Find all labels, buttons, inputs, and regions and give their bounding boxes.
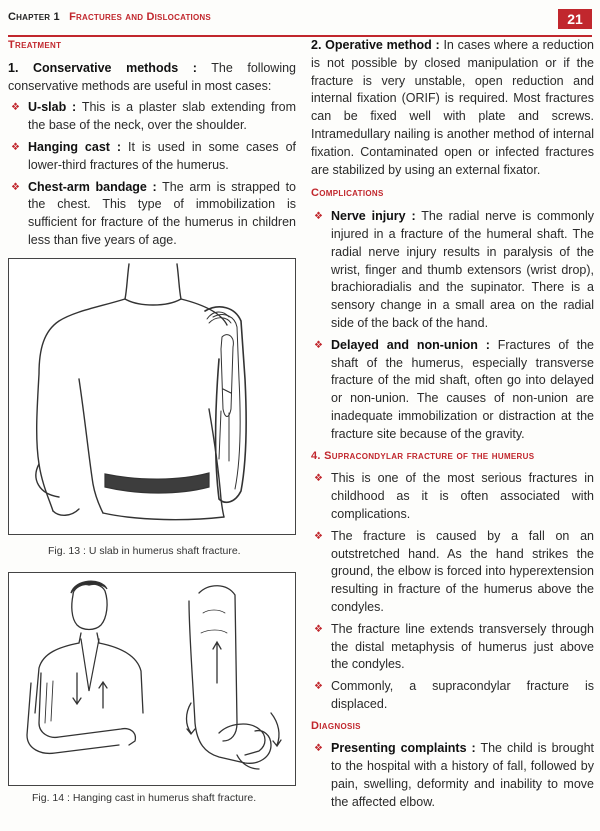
list-item: [8, 139, 296, 175]
operative-text: In cases where a reduction is not possible by closed manipulation or if the fracture is very unstable, open reduction and internal fixation (ORIF) is required. Most fractures can be fixed well with plate and screws. Intramedullary nailing is another method of internal fixation. Contaminated open or infected fractures are stabilized by using an external fixator.: [311, 38, 594, 177]
u-slab-illustration: [9, 259, 295, 534]
operative-paragraph: [311, 37, 594, 179]
diamond-bullet-icon: ❖: [314, 339, 323, 351]
figure-13-caption: Fig. 13 : U slab in humerus shaft fracture.: [48, 545, 241, 557]
item-title: Chest-arm bandage :: [28, 179, 157, 194]
diamond-bullet-icon: ❖: [314, 530, 323, 542]
list-item: [311, 621, 594, 674]
diamond-bullet-icon: ❖: [11, 141, 20, 153]
item-text: The child is brought to the hospital with a history of fall, followed by pain, swelling, deformity and inability to move the affected elbow.: [331, 741, 595, 809]
diamond-bullet-icon: ❖: [314, 681, 323, 693]
left-column: [8, 37, 296, 254]
conservative-text: The following conservative methods are useful in most cases:: [8, 60, 297, 93]
supracondylar-heading: 4. Supracondylar fracture of the humerus: [311, 449, 535, 462]
supracondylar-list: [311, 470, 594, 713]
item-text: This is a plaster slab extending from the base of the neck, over the shoulder.: [28, 100, 297, 133]
diamond-bullet-icon: ❖: [314, 473, 323, 485]
list-item: [311, 470, 594, 523]
list-item: [311, 208, 594, 333]
diagnosis-list: [311, 740, 594, 811]
chapter-title: Fractures and Dislocations: [69, 11, 211, 23]
item-title: Nerve injury :: [331, 209, 416, 224]
treatment-heading: Treatment: [8, 39, 62, 51]
chapter-label: Chapter 1: [8, 11, 60, 23]
figure-14-hanging-cast: [8, 572, 296, 786]
item-text: The radial nerve is commonly injured in a fracture of the humeral shaft. The radial nerve injury results in paralysis of the wrist, finger and thumb extensors (wrist drop), brachioradialis and the supinator. There is a sensory change in a small area on the radial side of the back of the hand.: [331, 209, 595, 330]
diagnosis-heading: Diagnosis: [311, 719, 361, 732]
item-text: The arm is strapped to the chest. This type of immobilization is sufficient for fracture of the humerus in children less than five years of age.: [28, 179, 296, 247]
item-text: Commonly, a supracondylar fracture is displaced.: [331, 679, 594, 711]
list-item: [8, 99, 296, 135]
diamond-bullet-icon: ❖: [314, 623, 323, 635]
diamond-bullet-icon: ❖: [314, 743, 323, 755]
list-item: [311, 337, 594, 444]
right-column: [311, 37, 594, 816]
item-title: U-slab :: [28, 100, 77, 115]
page-number: 21: [558, 9, 592, 29]
item-text: Fractures of the shaft of the humerus, especially transverse fracture of the mid shaft, often go into delayed or non-union. The causes of non-union are inadequate immobilization or distraction at the fracture site because of the gravity.: [331, 337, 594, 441]
diamond-bullet-icon: ❖: [314, 211, 323, 223]
item-text: The fracture line extends transversely through the distal metaphysis of humerus just above the condyles.: [331, 621, 594, 672]
page-header: [8, 9, 592, 31]
diamond-bullet-icon: ❖: [11, 102, 20, 114]
conservative-title: 1. Conservative methods :: [8, 60, 197, 75]
diamond-bullet-icon: ❖: [11, 181, 20, 193]
figure-13-u-slab: [8, 258, 296, 535]
running-head: [8, 11, 211, 23]
item-text: This is one of the most serious fractures in childhood as it is often associated with complications.: [331, 471, 594, 521]
hanging-cast-illustration: [9, 573, 295, 785]
item-title: Presenting complaints :: [331, 741, 476, 756]
figure-14-caption: Fig. 14 : Hanging cast in humerus shaft fracture.: [32, 792, 257, 804]
item-text: The fracture is caused by a fall on an outstretched hand. As the hand strikes the ground, the elbow is forced into hyperextension resulting in fracture of the humerus above the condyles.: [331, 528, 594, 614]
item-text: It is used in some cases of lower-third fractures of the humerus.: [28, 139, 296, 172]
operative-title: 2. Operative method :: [311, 38, 440, 52]
item-title: Delayed and non-union :: [331, 337, 490, 352]
list-item: [311, 740, 594, 811]
item-title: Hanging cast :: [28, 139, 122, 154]
list-item: [311, 678, 594, 714]
list-item: [311, 528, 594, 617]
list-item: [8, 179, 296, 250]
conservative-paragraph: [8, 60, 296, 96]
complications-list: [311, 208, 594, 443]
complications-heading: Complications: [311, 187, 384, 200]
conservative-list: [8, 99, 296, 249]
